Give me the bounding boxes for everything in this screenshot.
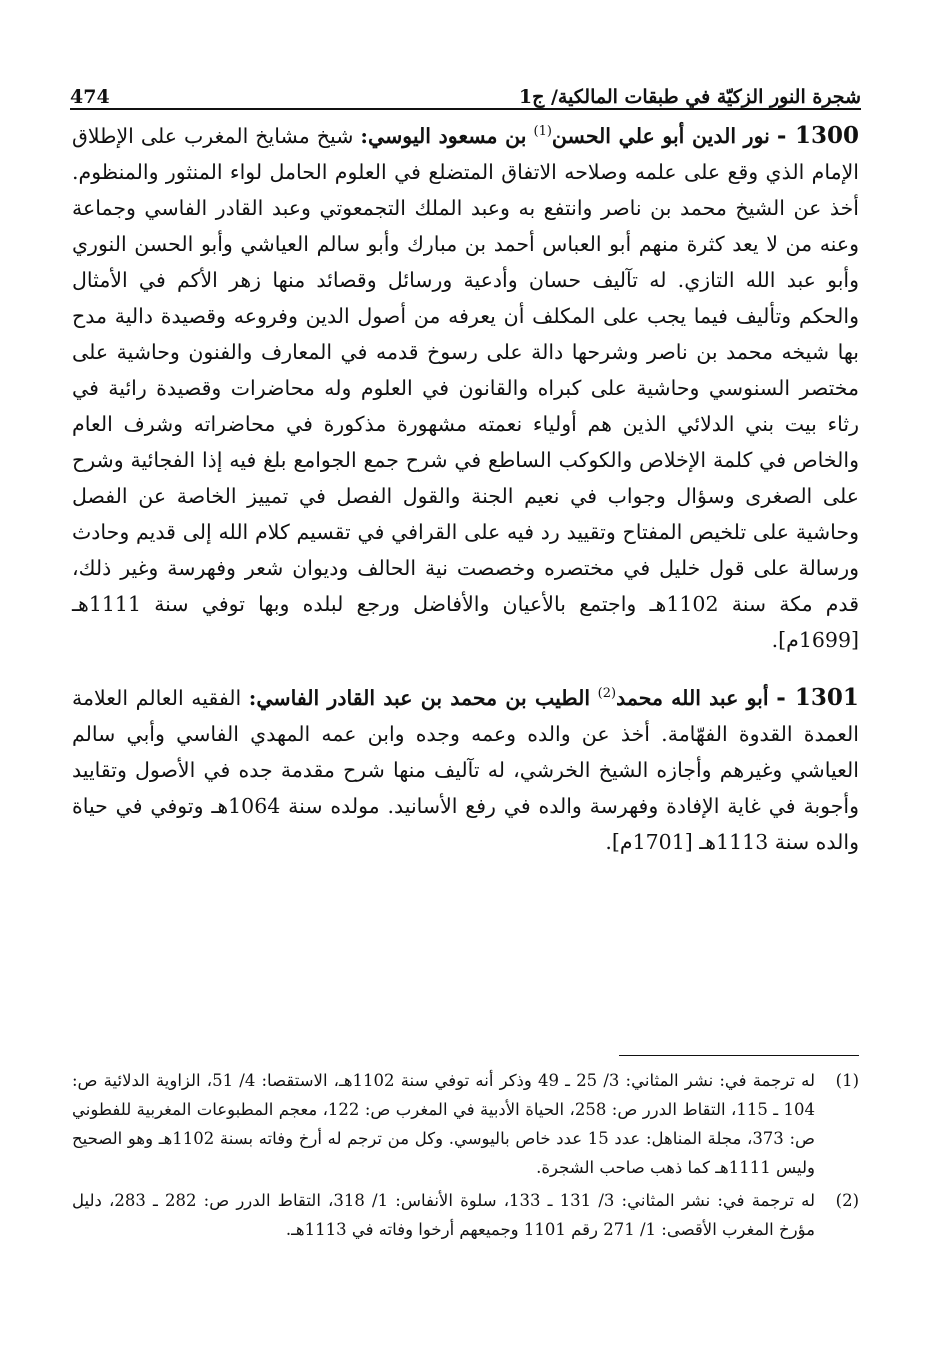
footnote-text: له ترجمة في: نشر المثاني: 3/ 25 ـ 49 وذكر أنه توفي سنة 1102هـ، الاستقصا: 4/ 51، الزاوية الدلائية ص: 104 ـ 115، التقاط الدرر ص: 258، الحياة الأدبية في المغرب ص: 122، معجم المطبوعات المغربية للفطوني ص: 373، مجلة المناهل: عدد 15 عدد خاص باليوسي. وكل من ترجم له أرخ وفاته بسنة 1102هـ وهو الصحيح وليس 1111هـ كما ذهب صاحب الشجرة. [72,1071,816,1177]
entry-title-rest: بن مسعود اليوسي: [360,124,527,148]
footnote [72,1066,859,1182]
footnote-number: (1) [835,1071,859,1090]
page-header [70,72,861,108]
header-rule [70,108,861,110]
running-title: شجرة النور الزكيّة في طبقات المالكية/ ج1 [518,86,861,108]
biography-entry [72,680,859,860]
footnote-rule [619,1055,859,1056]
entry-number: 1300 - [776,122,859,149]
footnote-ref: (1) [533,124,552,140]
entry-title-rest: الطيب بن محمد بن عبد القادر الفاسي: [248,686,591,710]
entry-number: 1301 - [776,684,859,711]
entry-text: شيخ مشايخ المغرب على الإطلاق الإمام الذي وقع على علمه وصلاحه الاتفاق المتضلع في العلوم الحامل لواء المنثور والمنظوم. أخذ عن الشيخ محمد بن ناصر وانتفع به وعبد الملك التجمعوتي وعبد القادر الفاسي وجماعة وعنه من لا يعد كثرة منهم أبو العباس أحمد بن مبارك وأبو سالم العياشي وأبو الحسن النوري وأبو عبد الله التازي. له تآليف حسان وأدعية ورسائل وقصائد منها زهر الأكم في الأمثال والحكم وتأليف فيما يجب على المكلف أن يعرفه من أصول الدين وفروعه وقصيدة دالية مدح بها شيخه محمد بن ناصر وشرحها دالة على رسوخ قدمه في المعارف والفنون وحاشية على مختصر السنوسي وحاشية على كبراه والقانون في العلوم وله محاضرات وقصيدة رائية في رثاء بيت بني الدلائي الذين هم أولياء نعمته مشهورة مذكورة في محاضراته وشرف العام والخاص في كلمة الإخلاص والكوكب الساطع في شرح جمع الجوامع بلغ فيه إذا الفجائية وشرح على الصغرى وسؤال وجواب في نعيم الجنة والقول الفصل في تمييز الخاصة عن الفصل وحاشية على تلخيص المفتاح وتقييد رد فيه على القرافي في تقسيم كلام الله إلى قديم وحادث ورسالة على قول خليل في مختصره وخصصت نية الحالف وديوان شعر وفهرسة وغير ذلك، قدم مكة سنة 1102هـ واجتمع بالأعيان والأفاضل ورجع لبلده وبها توفي سنة 1111هـ [1699م]. [72,124,859,652]
footnote-text: له ترجمة في: نشر المثاني: 3/ 131 ـ 133، سلوة الأنفاس: 1/ 318، التقاط الدرر ص: 282 ـ 283، دليل مؤرخ المغرب الأقصى: 1/ 271 رقم 1101 وجميعهم أرخوا وفاته في 1113هـ. [72,1191,816,1239]
footnote-ref: (2) [597,686,617,702]
footnote [72,1186,859,1244]
footnote-number: (2) [835,1191,859,1210]
entry-title: نور الدين أبو علي الحسن [551,124,770,148]
entry-text: الفقيه العالم العلامة العمدة القدوة الفهّامة. أخذ عن والده وعمه وجده وابن عمه المهدي الفاسي وأبي سالم العياشي وغيرهم وأجازه الشيخ الخرشي، له تآليف منها شرح مقدمة جده في الأصول وتقاييد وأجوبة في غاية الإفادة وفهرسة والده في رفع الأسانيد. مولده سنة 1064هـ وتوفي في حياة والده سنة 1113هـ [1701م]. [72,686,859,854]
main-text [72,118,859,860]
biography-entry [72,118,859,658]
entry-title: أبو عبد الله محمد [616,686,769,710]
page-number: 474 [70,86,110,108]
footnotes [72,1066,859,1248]
